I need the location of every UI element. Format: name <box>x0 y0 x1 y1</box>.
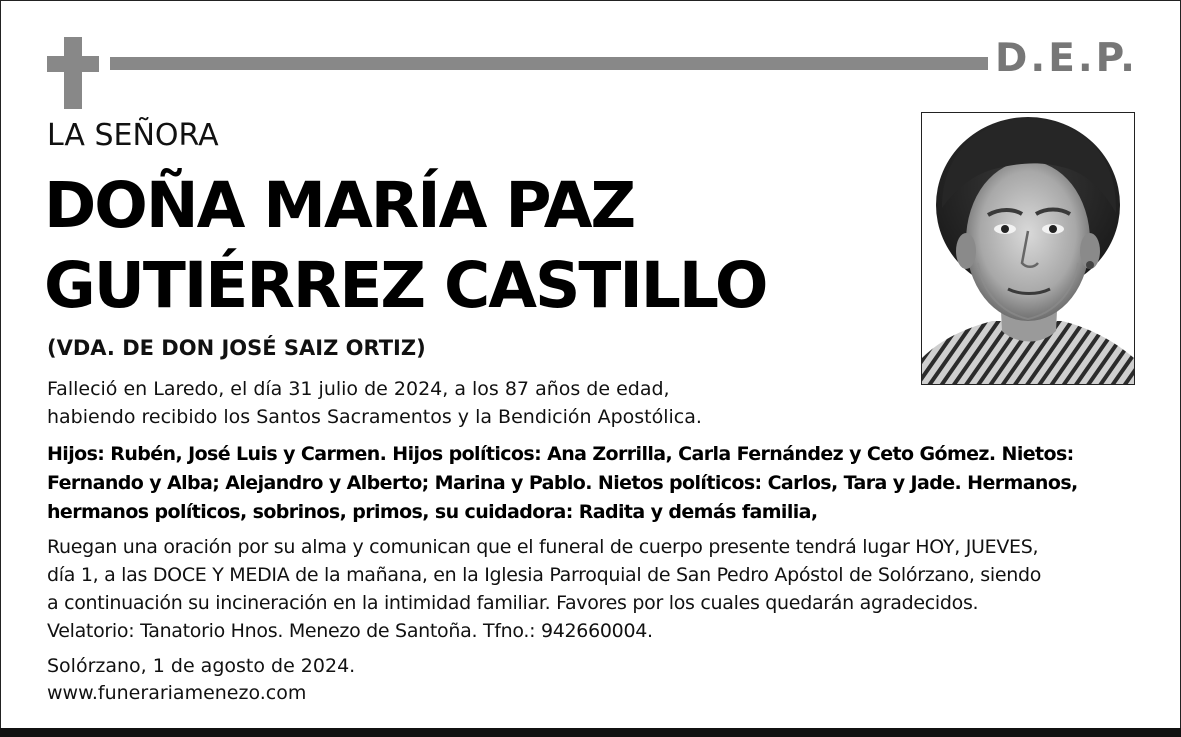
intro-label: LA SEÑORA <box>47 118 219 153</box>
family-line: Fernando y Alba; Alejandro y Alberto; Marina y Pablo. Nietos políticos: Carlos, Tara y Jade. Hermanos, <box>47 472 1078 494</box>
header-rule <box>110 57 988 70</box>
website-link[interactable]: www.funerariamenezo.com <box>47 682 307 704</box>
funeral-details <box>47 533 1157 645</box>
family-list <box>47 440 1157 527</box>
cross-icon <box>64 37 82 109</box>
funeral-line: a continuación su incineración en la intimidad familiar. Favores por los cuales quedarán agradecidos. <box>47 592 979 614</box>
place-date: Solórzano, 1 de agosto de 2024. <box>47 655 356 677</box>
widow-note: (VDA. DE DON JOSÉ SAIZ ORTIZ) <box>47 336 426 360</box>
name-line-2: GUTIÉRREZ CASTILLO <box>44 249 767 322</box>
death-notice <box>47 375 702 431</box>
family-line: Hijos: Rubén, José Luis y Carmen. Hijos políticos: Ana Zorrilla, Carla Fernández y Ceto Gómez. Nietos: <box>47 443 1074 465</box>
funeral-line: día 1, a las DOCE Y MEDIA de la mañana, en la Iglesia Parroquial de San Pedro Apóstol de Solórzano, siendo <box>47 564 1042 586</box>
family-line: hermanos políticos, sobrinos, primos, su cuidadora: Radita y demás familia, <box>47 501 818 523</box>
cross-icon-arm <box>47 56 99 72</box>
funeral-line: Velatorio: Tanatorio Hnos. Menezo de Santoña. Tfno.: 942660004. <box>47 620 653 642</box>
portrait-illustration <box>922 113 1134 384</box>
name-line-1: DOÑA MARÍA PAZ <box>44 169 635 242</box>
deceased-name <box>44 166 766 326</box>
bottom-rule <box>0 728 1181 737</box>
portrait-photo <box>921 112 1135 385</box>
death-notice-line: Falleció en Laredo, el día 31 julio de 2024, a los 87 años de edad, <box>47 378 670 400</box>
dep-label: D.E.P. <box>995 36 1138 81</box>
funeral-line: Ruegan una oración por su alma y comunican que el funeral de cuerpo presente tendrá lugar HOY, JUEVES, <box>47 536 1039 558</box>
death-notice-line: habiendo recibido los Santos Sacramentos y la Bendición Apostólica. <box>47 406 702 428</box>
